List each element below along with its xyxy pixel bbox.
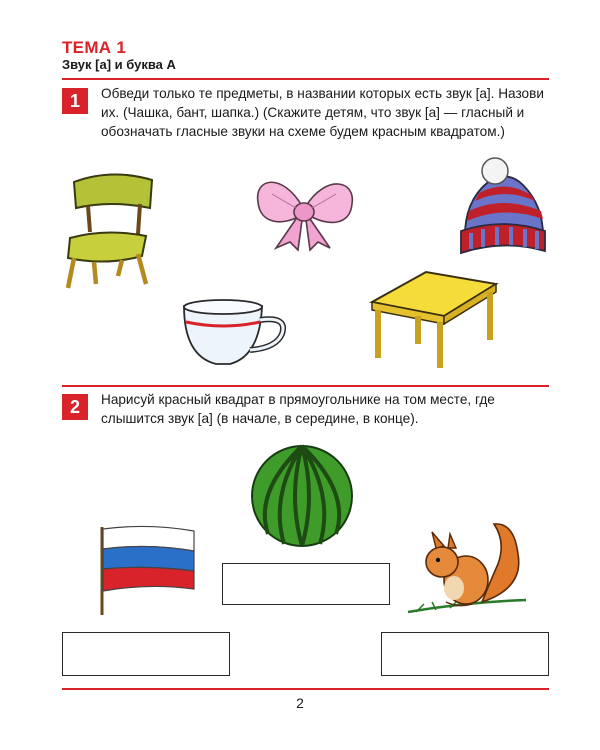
divider: [62, 688, 549, 690]
page-number: 2: [296, 695, 304, 711]
answer-box[interactable]: [381, 632, 549, 676]
watermelon-icon: [248, 442, 356, 548]
divider: [62, 78, 549, 80]
chair-icon: [66, 172, 156, 292]
topic-subtitle: Звук [а] и буква А: [62, 57, 176, 72]
table-icon: [370, 270, 500, 370]
task-1-number: 1: [62, 88, 88, 114]
divider: [62, 385, 549, 387]
cup-icon: [180, 298, 290, 370]
knit-hat-icon: [457, 155, 549, 255]
bow-icon: [252, 172, 357, 252]
answer-box[interactable]: [222, 563, 390, 605]
task-2-number: 2: [62, 394, 88, 420]
task-1-text: Обведи только те предметы, в названии которых есть звук [а]. Назови их. (Чашка, бант, шапка.) (Скажите детям, что звук [а] — гласный и обозначать гласные звуки на схеме будем красным квадратом.): [101, 86, 544, 139]
task-2-text: Нарисуй красный квадрат в прямоугольнике на том месте, где слышится звук [а] (в начале, в середине, в конце).: [101, 392, 495, 426]
flag-icon: [98, 525, 198, 615]
answer-box[interactable]: [62, 632, 230, 676]
topic-title: ТЕМА 1: [62, 38, 127, 57]
squirrel-icon: [406, 518, 530, 618]
